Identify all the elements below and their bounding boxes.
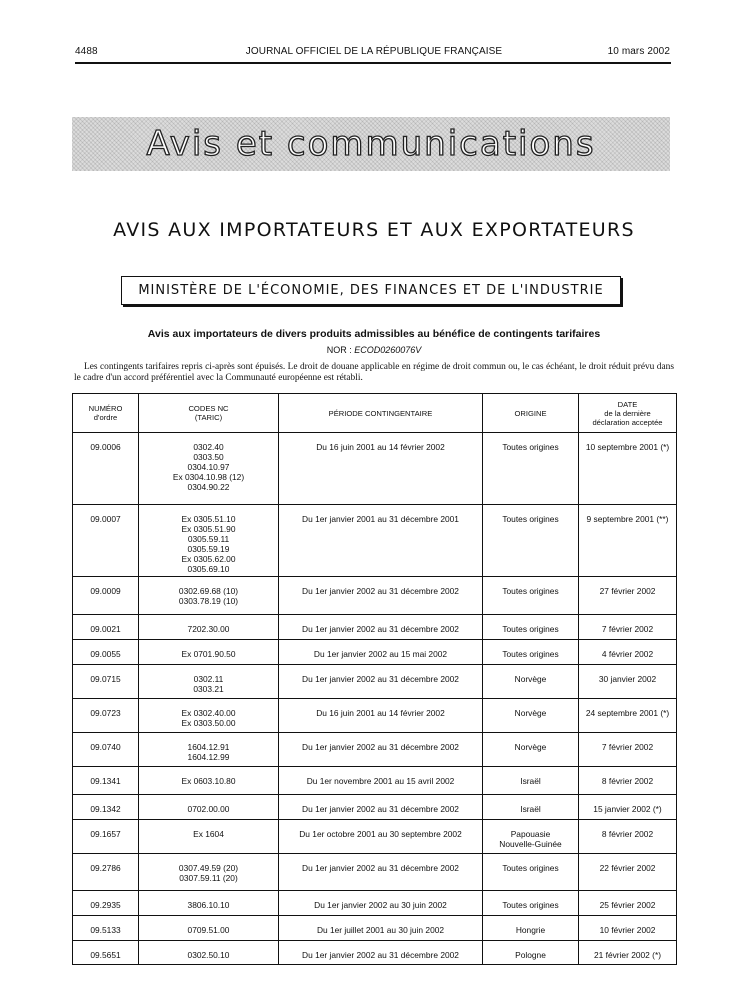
cell-codes — [139, 916, 279, 941]
cell-date: 7 février 2002 — [579, 733, 677, 767]
table-row — [73, 820, 677, 854]
cell-numero: 09.1657 — [73, 820, 139, 854]
cell-periode: Du 16 juin 2001 au 14 février 2002 — [279, 699, 483, 733]
cell-origine-line: Hongrie — [515, 925, 546, 935]
cell-code-line: 1604.12.91 — [187, 742, 230, 752]
header-numero-line: NUMÉRO — [88, 404, 123, 413]
table-row — [73, 891, 677, 916]
cell-code-line: Ex 0304.10.98 (12) — [172, 472, 245, 482]
table-row — [73, 433, 677, 505]
page-number: 4488 — [75, 46, 98, 57]
table-row — [73, 615, 677, 640]
cell-origine — [483, 916, 579, 941]
cell-origine — [483, 433, 579, 505]
cell-codes — [139, 767, 279, 795]
cell-origine-line: Nouvelle-Guinée — [499, 839, 562, 849]
cell-code-line: 7202.30.00 — [187, 624, 230, 634]
header-date — [579, 394, 677, 433]
header-rule — [75, 62, 671, 64]
cell-origine-line: Norvège — [514, 742, 547, 752]
cell-periode: Du 1er janvier 2002 au 31 décembre 2002 — [279, 733, 483, 767]
cell-date: 25 février 2002 — [579, 891, 677, 916]
cell-code-line: Ex 0305.51.10 — [181, 514, 236, 524]
cell-origine — [483, 767, 579, 795]
cell-code-line: 0709.51.00 — [187, 925, 230, 935]
cell-origine-line: Toutes origines — [502, 442, 559, 452]
nor-line — [0, 345, 748, 355]
cell-periode: Du 1er janvier 2002 au 31 décembre 2002 — [279, 577, 483, 615]
journal-title: JOURNAL OFFICIEL DE LA RÉPUBLIQUE FRANÇAISE — [245, 46, 503, 57]
table-row — [73, 640, 677, 665]
cell-code-line: 0305.59.11 — [187, 534, 230, 544]
cell-numero: 09.5133 — [73, 916, 139, 941]
banner-text: Avis et communications — [146, 124, 596, 164]
section-banner — [72, 117, 670, 171]
cell-origine — [483, 505, 579, 577]
cell-date: 21 février 2002 (*) — [579, 941, 677, 965]
contingents-table — [72, 393, 677, 965]
cell-codes — [139, 577, 279, 615]
header-numero-line: d'ordre — [93, 413, 118, 422]
cell-date: 7 février 2002 — [579, 615, 677, 640]
cell-codes — [139, 795, 279, 820]
cell-code-line: 0307.59.11 (20) — [179, 873, 238, 883]
intro-paragraph: Les contingents tarifaires repris ci-après sont épuisés. Le droit de douane applicable en régime de droit commun ou, le cas échéant, le droit réduit prévu dans le cadre d'un accord préférentiel avec la Communauté européenne est rétabli. — [74, 362, 674, 383]
cell-code-line: Ex 0305.62.00 — [181, 554, 236, 564]
cell-codes — [139, 640, 279, 665]
cell-origine-line: Norvège — [514, 708, 547, 718]
cell-code-line: 0305.59.19 — [187, 544, 230, 554]
cell-date: 10 février 2002 — [579, 916, 677, 941]
cell-code-line: 0305.69.10 — [187, 564, 230, 574]
cell-codes — [139, 854, 279, 891]
cell-code-line: 1604.12.99 — [187, 752, 230, 762]
cell-origine-line: Norvège — [514, 674, 547, 684]
cell-numero: 09.0723 — [73, 699, 139, 733]
cell-code-line: 0302.11 — [193, 674, 224, 684]
table-row — [73, 733, 677, 767]
cell-periode: Du 1er juillet 2001 au 30 juin 2002 — [279, 916, 483, 941]
issue-date: 10 mars 2002 — [607, 46, 670, 57]
table-row — [73, 916, 677, 941]
cell-periode: Du 1er novembre 2001 au 15 avril 2002 — [279, 767, 483, 795]
table-row — [73, 854, 677, 891]
table-row — [73, 795, 677, 820]
cell-origine-line: Israël — [520, 776, 541, 786]
cell-numero: 09.0055 — [73, 640, 139, 665]
cell-date: 30 janvier 2002 — [579, 665, 677, 699]
header-codes-line: CODES NC — [188, 404, 229, 413]
cell-code-line: 0302.40 — [193, 442, 224, 452]
cell-code-line: Ex 1604 — [193, 829, 224, 839]
cell-origine — [483, 733, 579, 767]
table-row — [73, 665, 677, 699]
cell-code-line: 0304.10.97 — [187, 462, 230, 472]
cell-date: 8 février 2002 — [579, 767, 677, 795]
cell-origine — [483, 941, 579, 965]
cell-origine-line: Papouasie — [510, 829, 551, 839]
cell-code-line: Ex 0305.51.90 — [181, 524, 236, 534]
cell-origine-line: Toutes origines — [502, 863, 559, 873]
cell-origine — [483, 795, 579, 820]
cell-date: 4 février 2002 — [579, 640, 677, 665]
table-row — [73, 505, 677, 577]
cell-code-line: 0303.78.19 (10) — [178, 596, 239, 606]
cell-code-line: 0302.69.68 (10) — [178, 586, 239, 596]
cell-numero: 09.5651 — [73, 941, 139, 965]
table-row — [73, 767, 677, 795]
cell-numero: 09.0715 — [73, 665, 139, 699]
cell-date: 22 février 2002 — [579, 854, 677, 891]
header-origine-line: ORIGINE — [514, 408, 547, 418]
table-header-row — [73, 394, 677, 433]
header-date-line: déclaration acceptée — [592, 417, 663, 427]
cell-numero: 09.2786 — [73, 854, 139, 891]
cell-code-line: 3806.10.10 — [187, 900, 230, 910]
cell-periode: Du 1er janvier 2002 au 15 mai 2002 — [279, 640, 483, 665]
cell-date: 24 septembre 2001 (*) — [579, 699, 677, 733]
cell-numero: 09.0007 — [73, 505, 139, 577]
avis-title: Avis aux importateurs de divers produits admissibles au bénéfice de contingents tarifaires — [147, 328, 601, 340]
cell-code-line: 0303.50 — [193, 452, 224, 462]
cell-codes — [139, 699, 279, 733]
cell-code-line: Ex 0603.10.80 — [181, 776, 236, 786]
cell-codes — [139, 665, 279, 699]
cell-origine-line: Pologne — [515, 950, 546, 960]
cell-codes — [139, 891, 279, 916]
header-codes — [139, 394, 279, 433]
section-title: AVIS AUX IMPORTATEURS ET AUX EXPORTATEURS — [113, 219, 635, 241]
table-row — [73, 941, 677, 965]
cell-codes — [139, 733, 279, 767]
cell-numero: 09.0021 — [73, 615, 139, 640]
cell-codes — [139, 615, 279, 640]
cell-origine — [483, 577, 579, 615]
table-row — [73, 699, 677, 733]
header-numero — [73, 394, 139, 433]
cell-origine-line: Toutes origines — [502, 900, 559, 910]
ministry-box: MINISTÈRE DE L'ÉCONOMIE, DES FINANCES ET DE L'INDUSTRIE — [121, 276, 621, 305]
cell-numero: 09.1341 — [73, 767, 139, 795]
nor-code: ECOD0260076V — [354, 345, 422, 355]
cell-origine-line: Toutes origines — [502, 514, 559, 524]
cell-numero: 09.0009 — [73, 577, 139, 615]
cell-periode: Du 1er octobre 2001 au 30 septembre 2002 — [279, 820, 483, 854]
cell-codes — [139, 433, 279, 505]
cell-date: 8 février 2002 — [579, 820, 677, 854]
cell-code-line: 0304.90.22 — [187, 482, 230, 492]
header-origine — [483, 394, 579, 433]
header-date-line: DATE — [617, 399, 638, 409]
cell-code-line: 0302.50.10 — [187, 950, 230, 960]
nor-label: NOR : — [326, 345, 352, 355]
cell-periode: Du 1er janvier 2001 au 31 décembre 2001 — [279, 505, 483, 577]
cell-codes — [139, 505, 279, 577]
cell-code-line: 0303.21 — [193, 684, 224, 694]
table-body — [73, 433, 677, 965]
cell-date: 15 janvier 2002 (*) — [579, 795, 677, 820]
cell-date: 27 février 2002 — [579, 577, 677, 615]
header-periode — [279, 394, 483, 433]
cell-periode: Du 1er janvier 2002 au 31 décembre 2002 — [279, 615, 483, 640]
cell-origine-line: Toutes origines — [502, 649, 559, 659]
header-codes-line: (TARIC) — [194, 413, 223, 422]
cell-origine — [483, 891, 579, 916]
cell-origine-line: Toutes origines — [502, 624, 559, 634]
header-date-line: de la dernière — [604, 408, 651, 418]
cell-code-line: 0307.49.59 (20) — [178, 863, 239, 873]
cell-code-line: Ex 0302.40.00 — [181, 708, 236, 718]
cell-origine-line: Toutes origines — [502, 586, 559, 596]
cell-origine — [483, 665, 579, 699]
cell-origine-line: Israël — [520, 804, 541, 814]
table-row — [73, 577, 677, 615]
cell-date: 10 septembre 2001 (*) — [579, 433, 677, 505]
cell-periode: Du 16 juin 2001 au 14 février 2002 — [279, 433, 483, 505]
cell-code-line: Ex 0303.50.00 — [181, 718, 236, 728]
cell-codes — [139, 820, 279, 854]
cell-origine — [483, 615, 579, 640]
cell-origine — [483, 854, 579, 891]
cell-numero: 09.2935 — [73, 891, 139, 916]
cell-periode: Du 1er janvier 2002 au 31 décembre 2002 — [279, 665, 483, 699]
cell-numero: 09.0740 — [73, 733, 139, 767]
cell-periode: Du 1er janvier 2002 au 31 décembre 2002 — [279, 941, 483, 965]
cell-code-line: Ex 0701.90.50 — [181, 649, 236, 659]
cell-periode: Du 1er janvier 2002 au 30 juin 2002 — [279, 891, 483, 916]
cell-numero: 09.1342 — [73, 795, 139, 820]
cell-origine — [483, 820, 579, 854]
cell-code-line: 0702.00.00 — [187, 804, 230, 814]
cell-periode: Du 1er janvier 2002 au 31 décembre 2002 — [279, 854, 483, 891]
cell-date: 9 septembre 2001 (**) — [579, 505, 677, 577]
header-periode-line: PÉRIODE CONTINGENTAIRE — [328, 408, 433, 418]
cell-periode: Du 1er janvier 2002 au 31 décembre 2002 — [279, 795, 483, 820]
cell-origine — [483, 699, 579, 733]
cell-origine — [483, 640, 579, 665]
cell-codes — [139, 941, 279, 965]
cell-numero: 09.0006 — [73, 433, 139, 505]
